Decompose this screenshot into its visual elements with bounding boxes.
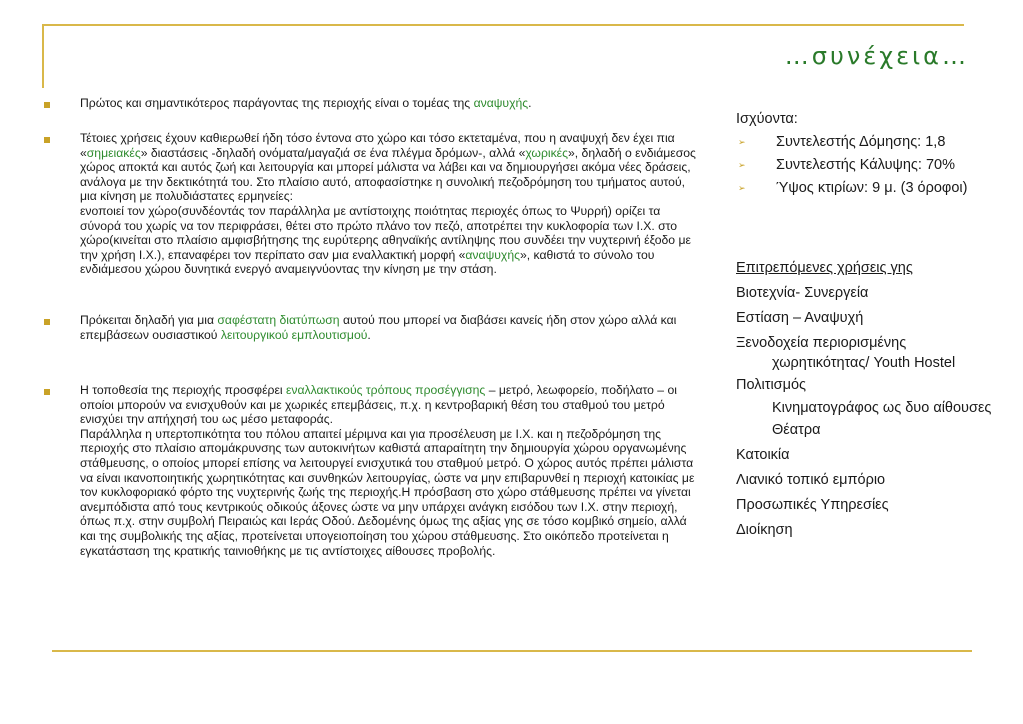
- arrow-bullet-icon: ➢: [738, 160, 746, 170]
- arrow-bullet-icon: ➢: [738, 183, 746, 193]
- land-uses-list: [736, 256, 1006, 543]
- regulations-heading: Ισχύοντα:: [736, 111, 798, 127]
- text: Τέτοιες χρήσεις έχουν καθιερωθεί ήδη τόσο έντονα στο χώρο και τόσο εκτεταμένα, που η αναψυχή δεν έχει πια «: [80, 131, 675, 160]
- arrow-bullet-icon: ➢: [738, 137, 746, 147]
- list-item-text: Συντελεστής Κάλυψης: 70%: [776, 157, 955, 173]
- bullet-icon: [44, 102, 50, 108]
- list-item: [736, 179, 996, 198]
- text: ενοποιεί τον χώρο(συνδέοντάς τον παράλληλα με αντίστοιχης ποιότητας περιοχές όπως το Ψυρρή) ορίζει τα σύνορά του χωρίς να τον περιφράσει, θέτει στο πρώτο πλάνο τον πεζό, αποτρέπει την κυκλοφορία των Ι.Χ. στο χώρο(κινείται στο πλαίσιο αμφισβήτησης της ευρύτερης αθηναϊκής αντίληψης που συνδέει την νυχτερινή έξοδο με την χρήση Ι.Χ.), επαναφέρει τον περίπατο σαν μια εναλλακτική μορφή «: [80, 203, 691, 262]
- text: Η τοποθεσία της περιοχής προσφέρει: [80, 383, 286, 397]
- text: Πρώτος και σημαντικότερος παράγοντας της περιοχής είναι ο τομέας της: [80, 96, 474, 110]
- land-use-item: Βιοτεχνία- Συνεργεία: [736, 285, 869, 301]
- slide-title: …συνέχεια…: [784, 42, 969, 70]
- highlight-text: αναψυχής: [465, 247, 520, 262]
- highlight-text: σημειακές: [86, 145, 141, 160]
- bullet-icon: [44, 137, 50, 143]
- left-rule: [42, 24, 44, 88]
- text: αυτού που μπορεί να διαβάσει κανείς ήδη στον χώρο αλλά και επεμβάσεων ουσιαστικού: [80, 313, 677, 342]
- list-item: [736, 133, 996, 152]
- paragraph-4: [80, 383, 700, 558]
- bullet-icon: [44, 319, 50, 325]
- highlight-text: σαφέστατη διατύπωση: [217, 313, 340, 327]
- list-item-text: Ύψος κτιρίων: 9 μ. (3 όροφοι): [776, 180, 968, 196]
- text: .: [528, 96, 532, 110]
- paragraph-3: [80, 313, 700, 342]
- highlight-text: λειτουργικού εμπλουτισμού: [220, 327, 368, 342]
- land-use-item: Ξενοδοχεία περιορισμένης: [736, 335, 907, 351]
- highlight-text: αναψυχής: [473, 96, 529, 110]
- regulations-box: [736, 110, 996, 198]
- highlight-text: εναλλακτικούς τρόπους προσέγγισης: [285, 383, 486, 397]
- paragraph-2: [80, 131, 700, 277]
- land-use-item: Εστίαση – Αναψυχή: [736, 310, 864, 326]
- bottom-rule: [52, 650, 972, 652]
- land-uses-title: Επιτρεπόμενες χρήσεις γης: [736, 260, 913, 276]
- land-use-subitem: Κινηματογράφος ως δυο αίθουσες: [772, 400, 992, 416]
- list-item-text: Συντελεστής Δόμησης: 1,8: [776, 134, 946, 150]
- text: Πρόκειται δηλαδή για μια: [80, 313, 218, 327]
- highlight-text: χωρικές: [525, 145, 568, 160]
- paragraph-1: [80, 96, 700, 111]
- text: » διαστάσεις -δηλαδή ονόματα/μαγαζιά σε ένα πλέγμα δρόμων-, αλλά «: [140, 145, 526, 160]
- text: Παράλληλα η υπερτοπικότητα του πόλου απαιτεί μέριμνα και για προσέλευση με Ι.Χ. και η πεζοδρόμηση της περιοχής στο πλαίσιο απομάκρυνσης των αυτοκινήτων καθιστά απαραίτητη την δημιουργία χώρου οργανωμένης στάθμευσης, ο οποίος μπορεί επίσης να λειτουργεί ενισχυτικά του σταθμού μετρό. Ο χώρος αυτός πρέπει μάλιστα να είναι ικανοποιητικής χωρητικότητας και συνθηκών λειτουργίας, ώστε να μην επιβαρυνθεί η περιοχή κατοικίας με τον κυκλοφοριακό φόρτο της νυχτερινής ζωής της περιοχής.Η πρόσβαση στο χώρο στάθμευσης πρέπει να γίνεται ανεμπόδιστα από τους κεντρικούς οδικούς άξονες ώστε να μην υπάρχει ανάγκη εισόδου των Ι.Χ. στην περιοχή, όπως π.χ. στην συμβολή Πειραιώς και Ιεράς Οδού. Δεδομένης όμως της αξίας γης σε τόσο κομβικό σημείο, αλλά και της συμβολικής της αξίας, προτείνεται υπογειοποίηση του χώρου στάθμευσης. Στο οικόπεδο προτείνεται η εγκατάσταση της κρατικής ταινιοθήκης με τις αντίστοιχες αίθουσες προβολής.: [80, 426, 695, 558]
- text: .: [367, 327, 371, 342]
- top-rule: [42, 24, 964, 26]
- land-use-item: Διοίκηση: [736, 522, 793, 538]
- land-use-item: Προσωπικές Υπηρεσίες: [736, 497, 889, 513]
- land-use-item: Πολιτισμός: [736, 377, 807, 393]
- bullet-icon: [44, 389, 50, 395]
- text: – μετρό, λεωφορείο, ποδήλατο – οι οποίοι μπορούν να ενισχυθούν και με χωρικές επεμβάσεις, π.χ. η κεντροβαρική θέση του σταθμού του μετρό ενισχύει την απήχησή του ως μέσο μεταφοράς.: [80, 383, 677, 427]
- text: », καθιστά το σύνολο του ενδιάμεσου χώρου δυνητικά ενεργό αναμειγνύοντας την κίνηση με την στάση.: [80, 247, 655, 277]
- land-use-item: Κατοικία: [736, 447, 790, 463]
- text: », δηλαδή ο ενδιάμεσος χώρος αποκτά και αυτός ζωή και λειτουργία και μπορεί μάλιστα να λάβει και να δημιουργήσει ακόμα νέες δράσεις, ανάλογα με την δεκτικότητά του. Στο πλαίσιο αυτό, αποφασίστηκε η συνολική πεζοδρόμηση του τμήματος αυτού, μια κίνηση με πολυδιάστατες ερμηνείες:: [80, 145, 696, 204]
- land-use-subitem: χωρητικότητας/ Youth Hostel: [772, 355, 956, 371]
- list-item: [736, 156, 996, 175]
- land-use-subitem: Θέατρα: [772, 422, 821, 438]
- land-use-item: Λιανικό τοπικό εμπόριο: [736, 472, 886, 488]
